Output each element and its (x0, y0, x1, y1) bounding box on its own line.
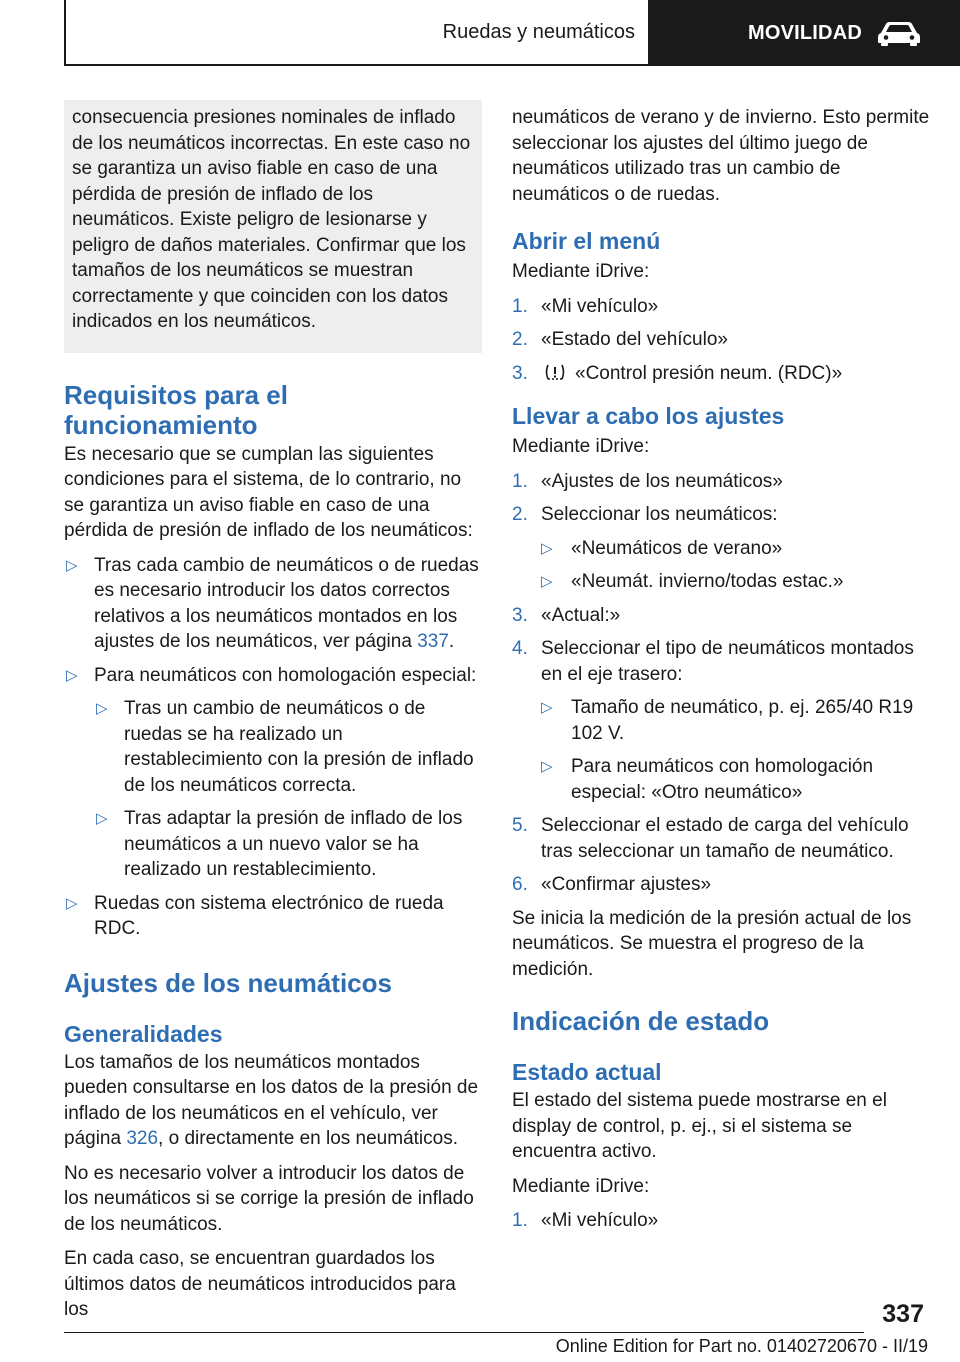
list-item (94, 696, 482, 798)
requisito-text: Para neumáticos con homologación especial: (94, 664, 477, 686)
step-number: 4. (512, 638, 528, 659)
generalidades-p2: No es necesario volver a introducir los datos de los neumáticos si se corrige la presión de inflado de los neumáticos. (64, 1162, 474, 1235)
estado-actual-intro: Mediante iDrive: (512, 1175, 650, 1197)
triangle-bullet-icon: ▷ (96, 810, 108, 827)
list-item (512, 603, 932, 629)
page-link-337[interactable]: 337 (417, 631, 449, 652)
heading-generalidades: Generalidades (64, 1020, 223, 1047)
tire-pressure-warning-icon (543, 363, 567, 381)
punctuation: . (448, 631, 455, 652)
requisito-text: Ruedas con sistema electrónico de rueda RDC. (94, 892, 444, 939)
continuation-text: neumáticos de verano y de invierno. Esto permite seleccionar los ajustes del último juego de neumáticos utilizado tras un cambio de neumáticos o de ruedas. (512, 107, 930, 205)
abrir-intro: Mediante iDrive: (512, 261, 650, 282)
generalidades-p1-end: , o directamente en los neumáticos. (158, 1128, 458, 1149)
generalidades-p1 (64, 1050, 482, 1152)
ajustes-s2-sublist (541, 536, 932, 595)
list-item (512, 872, 932, 898)
list-item (512, 361, 932, 387)
triangle-bullet-icon: ▷ (66, 666, 78, 684)
step-number: 6. (512, 874, 528, 895)
step-text: «Ajustes de los neumáticos» (541, 470, 783, 492)
generalidades-p1-text: Los tamaños de los neumáticos montados pueden consultarse en los datos de la presión de inflado de los neumáticos en el vehículo, ver página (64, 1051, 479, 1149)
heading-estado-actual: Estado actual (512, 1059, 662, 1085)
heading-llevar-ajustes: Llevar a cabo los ajustes (512, 403, 785, 429)
page-link-326[interactable]: 326 (126, 1128, 159, 1149)
page-number: 337 (882, 1300, 924, 1328)
step-number: 3. (512, 604, 528, 626)
ajustes-s4-sublist (541, 695, 932, 805)
triangle-bullet-icon: ▷ (96, 700, 108, 717)
step-number: 1. (512, 1210, 528, 1231)
header-chapter-label: MOVILIDAD (747, 21, 862, 44)
substep-text: Para neumáticos con homologación especial: «Otro neumático» (571, 756, 874, 803)
list-item (512, 502, 932, 595)
list-item (541, 569, 932, 595)
footer-rule (64, 1332, 864, 1333)
header-chapter-tab (648, 0, 960, 66)
generalidades-p3: En cada caso, se encuentran guardados los últimos datos de neumáticos introducidos para los (64, 1248, 456, 1320)
heading-abrir-menu: Abrir el menú (512, 228, 661, 254)
list-item (94, 806, 482, 883)
requisito-text: Tras cada cambio de neumáticos o de ruedas es necesario introducir los datos correctos relativos a los neumáticos montados en los ajustes de los neumáticos, ver página (94, 554, 479, 652)
header-section-title: Ruedas y neumáticos (442, 20, 635, 43)
step-text: «Control presión neum. (RDC)» (575, 362, 843, 384)
warning-hint-box (64, 100, 482, 353)
list-item (512, 469, 932, 495)
step-text: «Confirmar ajustes» (541, 874, 712, 895)
requisito-subtext: Tras un cambio de neumáticos o de ruedas se ha realizado un restablecimiento con la presión de inflado de los neumáticos correcta. (124, 698, 474, 796)
requisito-subtext: Tras adaptar la presión de inflado de los neumáticos a un nuevo valor se ha realizado un restablecimiento. (124, 808, 463, 880)
abrir-steps (512, 294, 932, 387)
list-item (64, 553, 482, 655)
requisitos-sublist (94, 696, 482, 883)
requisitos-list (64, 553, 482, 942)
ajustes-steps (512, 469, 932, 898)
step-text: «Mi vehículo» (541, 295, 659, 317)
triangle-bullet-icon: ▷ (541, 758, 553, 775)
left-column (64, 100, 482, 1332)
estado-actual-p1: El estado del sistema puede mostrarse en el display de control, p. ej., si el sistema se encuentra activo. (512, 1090, 887, 1162)
triangle-bullet-icon: ▷ (66, 894, 78, 912)
requisitos-intro: Es necesario que se cumplan las siguientes condiciones para el sistema, de lo contrario, no se garantiza un aviso fiable en caso de una pérdida de presión de inflado de los neumáticos: (64, 443, 473, 541)
list-item (541, 695, 932, 746)
list-item (541, 536, 932, 562)
list-item (512, 1208, 932, 1234)
list-item (512, 327, 932, 353)
right-column (512, 100, 932, 1242)
list-item (512, 813, 932, 864)
heading-indicacion-estado: Indicación de estado (512, 1006, 770, 1036)
list-item (64, 663, 482, 883)
substep-text: Tamaño de neumático, p. ej. 265/40 R19 102 V. (571, 697, 914, 744)
car-icon (876, 20, 922, 46)
heading-ajustes: Ajustes de los neumáticos (64, 967, 392, 998)
substep-text: «Neumáticos de verano» (571, 537, 783, 559)
step-number: 2. (512, 329, 528, 350)
triangle-bullet-icon: ▷ (541, 699, 553, 716)
warning-hint-text: consecuencia presiones nominales de inflado de los neumáticos incorrectas. En este caso no se garantiza un aviso fiable en caso de una pérdida de presión de inflado de los neumáticos. Existe peligro de lesionarse y peligro de daños materiales. Confirmar que los tamaños de los neumáticos se muestran correctamente y que coinciden con los datos indicados en los neumáticos. (72, 107, 471, 332)
heading-requisitos: Requisitos para el funcionamiento (64, 379, 288, 440)
list-item (64, 891, 482, 942)
triangle-bullet-icon: ▷ (541, 539, 553, 557)
step-text: «Estado del vehículo» (541, 329, 728, 350)
step-text: «Actual:» (541, 604, 621, 626)
step-number: 2. (512, 504, 528, 525)
step-text: Seleccionar los neumáticos: (541, 504, 778, 525)
step-number: 5. (512, 815, 528, 836)
substep-text: «Neumát. invierno/todas estac.» (571, 571, 844, 592)
list-item (512, 294, 932, 320)
ajustes-intro: Mediante iDrive: (512, 436, 650, 457)
list-item (541, 754, 932, 805)
header-rule (64, 64, 960, 66)
step-number: 1. (512, 295, 528, 317)
list-item (512, 636, 932, 805)
step-text: Seleccionar el tipo de neumáticos montados en el eje trasero: (541, 638, 914, 685)
step-text: Seleccionar el estado de carga del vehículo tras seleccionar un tamaño de neumático. (541, 815, 909, 862)
step-number: 1. (512, 470, 528, 492)
step-text: «Mi vehículo» (541, 1210, 659, 1231)
ajustes-after-text: Se inicia la medición de la presión actual de los neumáticos. Se muestra el progreso de la medición. (512, 907, 912, 980)
triangle-bullet-icon: ▷ (66, 556, 78, 574)
estado-actual-steps (512, 1208, 932, 1234)
step-number: 3. (512, 362, 528, 384)
footer-edition-text: Online Edition for Part no. 01402720670 - II/19 (555, 1336, 928, 1356)
triangle-bullet-icon: ▷ (541, 573, 553, 590)
